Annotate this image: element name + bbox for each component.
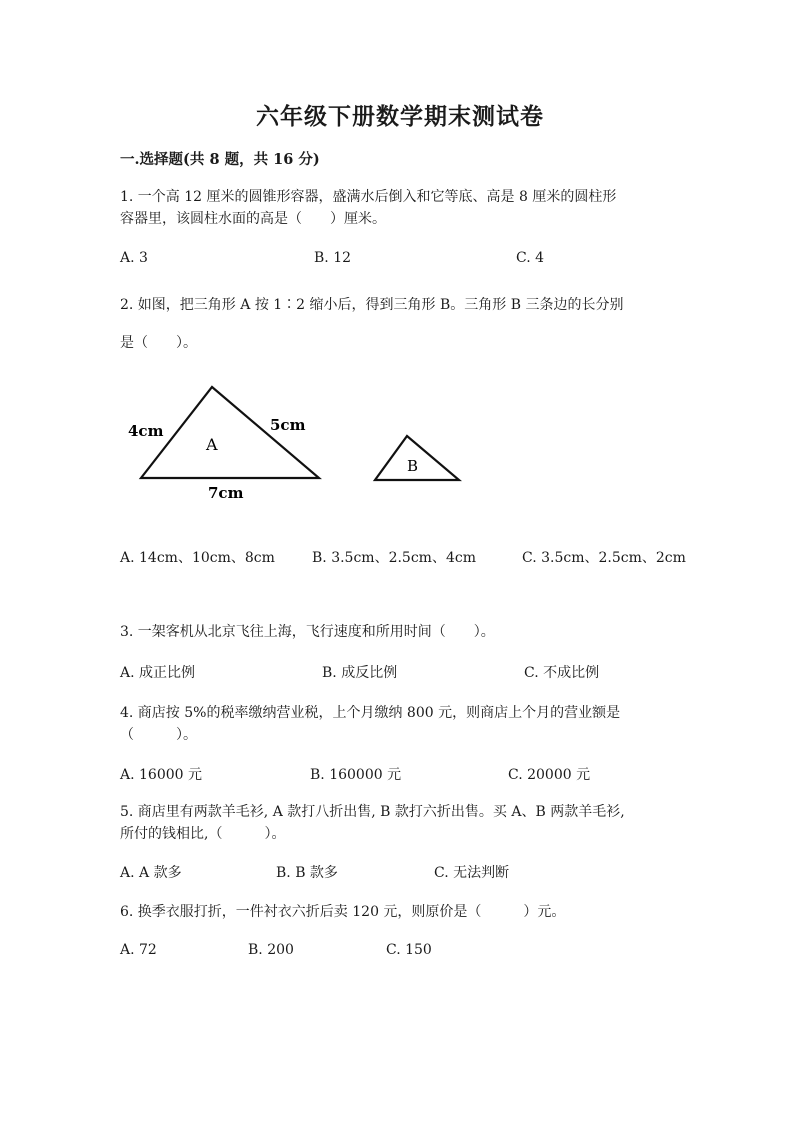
- question-line: 6. 换季衣服打折，一件衬衣六折后卖 120 元，则原价是（ ）元。: [120, 904, 566, 920]
- triangle-b: [375, 436, 459, 480]
- option-c[interactable]: C. 不成比例: [524, 665, 600, 681]
- option-a[interactable]: A. A 款多: [120, 865, 182, 881]
- option-c[interactable]: C. 无法判断: [434, 865, 510, 881]
- option-a[interactable]: A. 成正比例: [120, 665, 196, 681]
- side-left-label: 4cm: [128, 422, 164, 440]
- triangle-b-label: B: [407, 457, 419, 475]
- question-6: [120, 901, 565, 923]
- option-a[interactable]: A. 14cm、10cm、8cm: [120, 550, 275, 566]
- question-line: 所付的钱相比,（ ）。: [120, 826, 286, 842]
- question-line: 容器里，该圆柱水面的高是（ ）厘米。: [120, 211, 386, 227]
- option-a[interactable]: A. 16000 元: [120, 767, 202, 783]
- question-line: 4. 商店按 5%的税率缴纳营业税，上个月缴纳 800 元，则商店上个月的营业额是: [120, 705, 621, 721]
- question-line: （ ）。: [120, 727, 197, 743]
- question-line: 3. 一架客机从北京飞往上海，飞行速度和所用时间（ ）。: [120, 624, 495, 640]
- option-b[interactable]: B. 160000 元: [310, 767, 402, 783]
- option-b[interactable]: B. 成反比例: [322, 665, 398, 681]
- option-c[interactable]: C. 4: [516, 250, 545, 266]
- option-c[interactable]: C. 3.5cm、2.5cm、2cm: [522, 550, 686, 566]
- question-line: 1. 一个高 12 厘米的圆锥形容器，盛满水后倒入和它等底、高是 8 厘米的圆柱形: [120, 189, 617, 205]
- option-b[interactable]: B. 200: [248, 942, 294, 958]
- triangles-figure: [120, 370, 480, 510]
- question-5: [120, 801, 625, 845]
- option-b[interactable]: B. B 款多: [276, 865, 338, 881]
- option-a[interactable]: A. 72: [120, 942, 157, 958]
- section-heading: 一.选择题(共 8 题，共 16 分): [120, 151, 320, 168]
- question-4: [120, 702, 620, 746]
- question-line: 5. 商店里有两款羊毛衫, A 款打八折出售, B 款打六折出售。买 A、B 两款羊毛衫,: [120, 804, 625, 820]
- option-c[interactable]: C. 20000 元: [508, 767, 591, 783]
- question-1: [120, 186, 616, 230]
- triangle-a-label: A: [206, 435, 218, 454]
- side-right-label: 5cm: [270, 416, 306, 434]
- triangle-a: [128, 387, 319, 502]
- option-a[interactable]: A. 3: [120, 250, 148, 266]
- option-c[interactable]: C. 150: [386, 942, 432, 958]
- option-b[interactable]: B. 12: [314, 250, 352, 266]
- option-b[interactable]: B. 3.5cm、2.5cm、4cm: [312, 550, 476, 566]
- question-2: [120, 286, 623, 362]
- page-title: 六年级下册数学期末测试卷: [256, 103, 544, 130]
- question-line: 2. 如图，把三角形 A 按 1∶2 缩小后，得到三角形 B。三角形 B 三条边的长分别: [120, 297, 624, 313]
- side-bottom-label: 7cm: [208, 484, 244, 502]
- question-3: [120, 621, 495, 643]
- question-line: 是（ ）。: [120, 335, 197, 351]
